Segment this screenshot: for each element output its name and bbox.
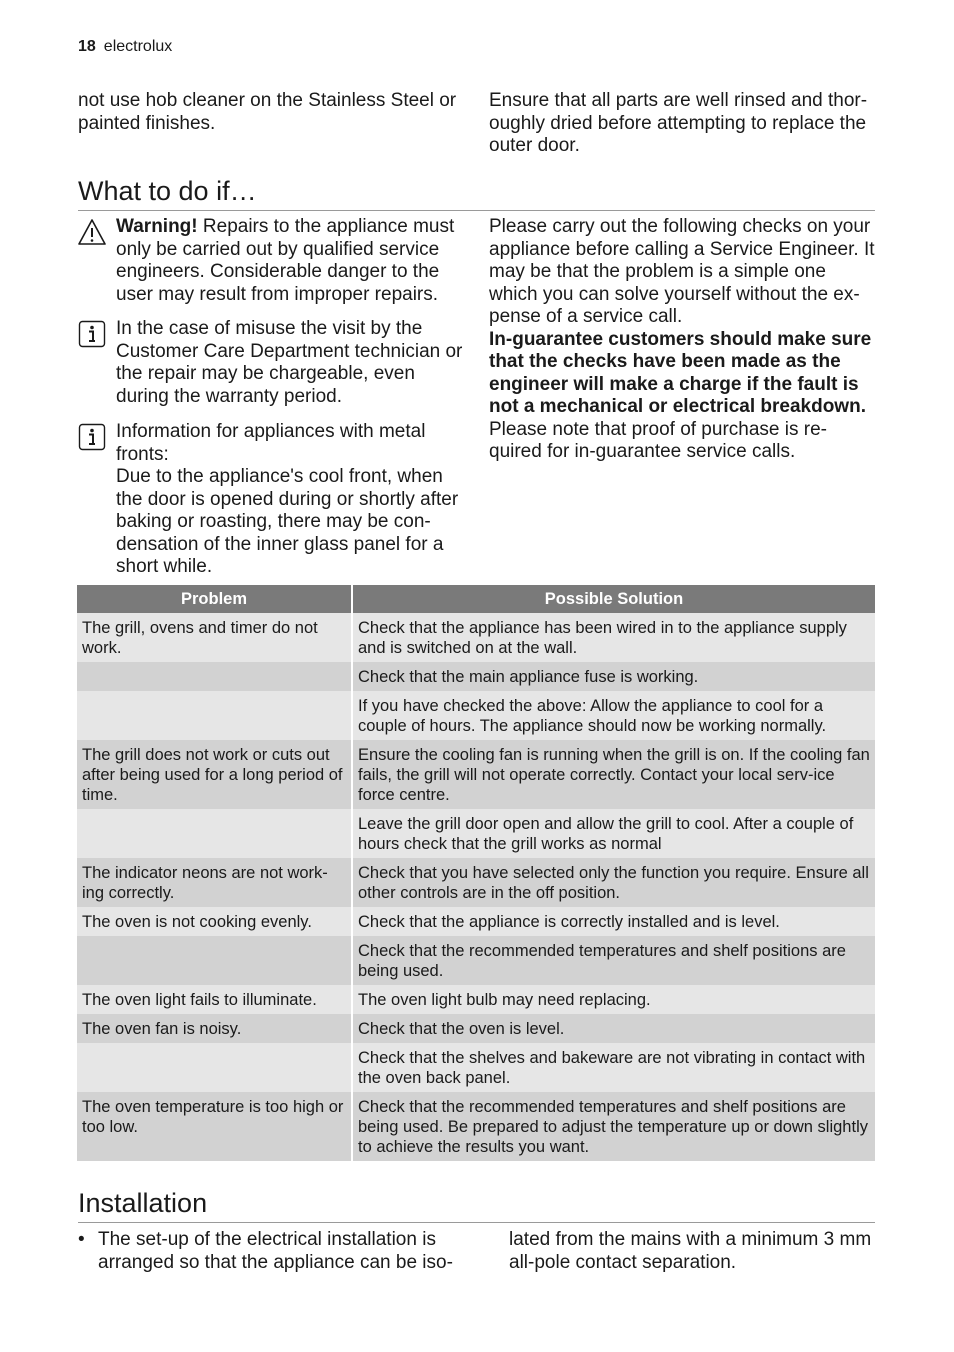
bullet-dot: • — [78, 1229, 85, 1250]
problem-cell: The grill does not work or cuts out after being used for a long period of time. — [77, 740, 353, 809]
checks-para-1: Please carry out the following checks on your appliance before calling a Service Engineer. It may be that the problem is a simple one which you can solve yourself without the ex-pense of a service call. — [489, 216, 875, 327]
table-row — [77, 1014, 875, 1043]
info-text-misuse: In the case of misuse the visit by the Customer Care Department technician or the repair may be chargeable, even during the warranty period. — [116, 318, 463, 407]
warning-label: Warning! — [116, 216, 198, 237]
solution-cell: Check that the recommended temperatures and shelf positions are being used. Be prepared to adjust the temperature up or down slightly to achieve the results you want. — [353, 1092, 875, 1161]
solution-cell: Check that the main appliance fuse is working. — [353, 662, 875, 691]
solution-cell: Check that the appliance is correctly installed and is level. — [353, 907, 875, 936]
top-left-text: not use hob cleaner on the Stainless Steel or painted finishes. — [78, 90, 457, 134]
solution-cell: Check that the recommended temperatures and shelf positions are being used. — [353, 936, 875, 985]
solution-cell: If you have checked the above: Allow the appliance to cool for a couple of hours. The appliance should now be working normally. — [353, 691, 875, 740]
info-metal-text: Due to the appliance's cool front, when the door is opened during or shortly after baking or roasting, there may be con-densation of the inner glass panel for a short while. — [116, 466, 459, 577]
brand-name: electrolux — [103, 38, 173, 55]
table-row — [77, 613, 875, 662]
solution-cell: Leave the grill door open and allow the grill to cool. After a couple of hours check that the grill works as normal — [353, 809, 875, 858]
solution-cell: Check that the appliance has been wired in to the appliance supply and is switched on at the wall. — [353, 613, 875, 662]
page-header — [78, 38, 172, 56]
info-icon — [78, 423, 106, 451]
problem-cell — [77, 809, 353, 858]
installation-bullet — [78, 1228, 468, 1274]
warning-text: Repairs to the appliance must only be carried out by qualified service engineers. Considerable danger to the user may result from improper repairs. — [116, 216, 455, 305]
problem-cell — [77, 1043, 353, 1092]
solution-cell: Check that the oven is level. — [353, 1014, 875, 1043]
problem-cell: The grill, ovens and timer do not work. — [77, 613, 353, 662]
column-header-solution: Possible Solution — [353, 585, 875, 613]
info-icon — [78, 320, 106, 348]
checks-intro — [489, 216, 879, 464]
problem-cell: The oven temperature is too high or too low. — [77, 1092, 353, 1161]
table-row — [77, 936, 875, 985]
problem-cell: The oven light fails to illuminate. — [77, 985, 353, 1014]
installation-text-left: The set-up of the electrical installation is arranged so that the appliance can be iso- — [98, 1229, 453, 1273]
top-right-text: Ensure that all parts are well rinsed and thor-oughly dried before attempting to replace the outer door. — [489, 90, 868, 156]
warning-triangle-icon — [78, 218, 106, 246]
info-note-misuse — [78, 318, 468, 408]
solution-cell: Check that the shelves and bakeware are not vibrating in contact with the oven back panel. — [353, 1043, 875, 1092]
table-row — [77, 740, 875, 809]
warning-note — [78, 216, 468, 306]
table-row — [77, 1092, 875, 1161]
section-title-what-to-do: What to do if… — [78, 174, 875, 211]
checks-para-guarantee: In-guarantee customers should make sure that the checks have been made as the engineer will make a charge if the fault is not a mechanical or electrical breakdown. — [489, 328, 872, 417]
installation-text-right: lated from the mains with a minimum 3 mm all-pole contact separation. — [509, 1229, 872, 1273]
table-row — [77, 662, 875, 691]
table-row — [77, 858, 875, 907]
solution-cell: Ensure the cooling fan is running when the grill is on. If the cooling fan fails, the grill will not operate correctly. Contact your local serv-ice force centre. — [353, 740, 875, 809]
section-title-installation: Installation — [78, 1186, 875, 1223]
column-header-problem: Problem — [77, 585, 353, 613]
table-row — [77, 809, 875, 858]
solution-cell: The oven light bulb may need replacing. — [353, 985, 875, 1014]
table-row — [77, 691, 875, 740]
problem-cell — [77, 691, 353, 740]
problem-cell: The oven is not cooking evenly. — [77, 907, 353, 936]
problem-cell — [77, 662, 353, 691]
troubleshooting-table — [77, 585, 875, 1161]
info-note-metal-fronts — [78, 421, 468, 579]
page-number: 18 — [78, 38, 96, 55]
checks-para-proof: Please note that proof of purchase is re-quired for in-guarantee service calls. — [489, 418, 827, 462]
table-row — [77, 985, 875, 1014]
problem-cell: The oven fan is noisy. — [77, 1014, 353, 1043]
table-row — [77, 1043, 875, 1092]
problem-cell: The indicator neons are not work-ing correctly. — [77, 858, 353, 907]
problem-cell — [77, 936, 353, 985]
table-row — [77, 907, 875, 936]
solution-cell: Check that you have selected only the function you require. Ensure all other controls are in the off position. — [353, 858, 875, 907]
info-metal-heading: Information for appliances with metal fronts: — [116, 421, 426, 465]
